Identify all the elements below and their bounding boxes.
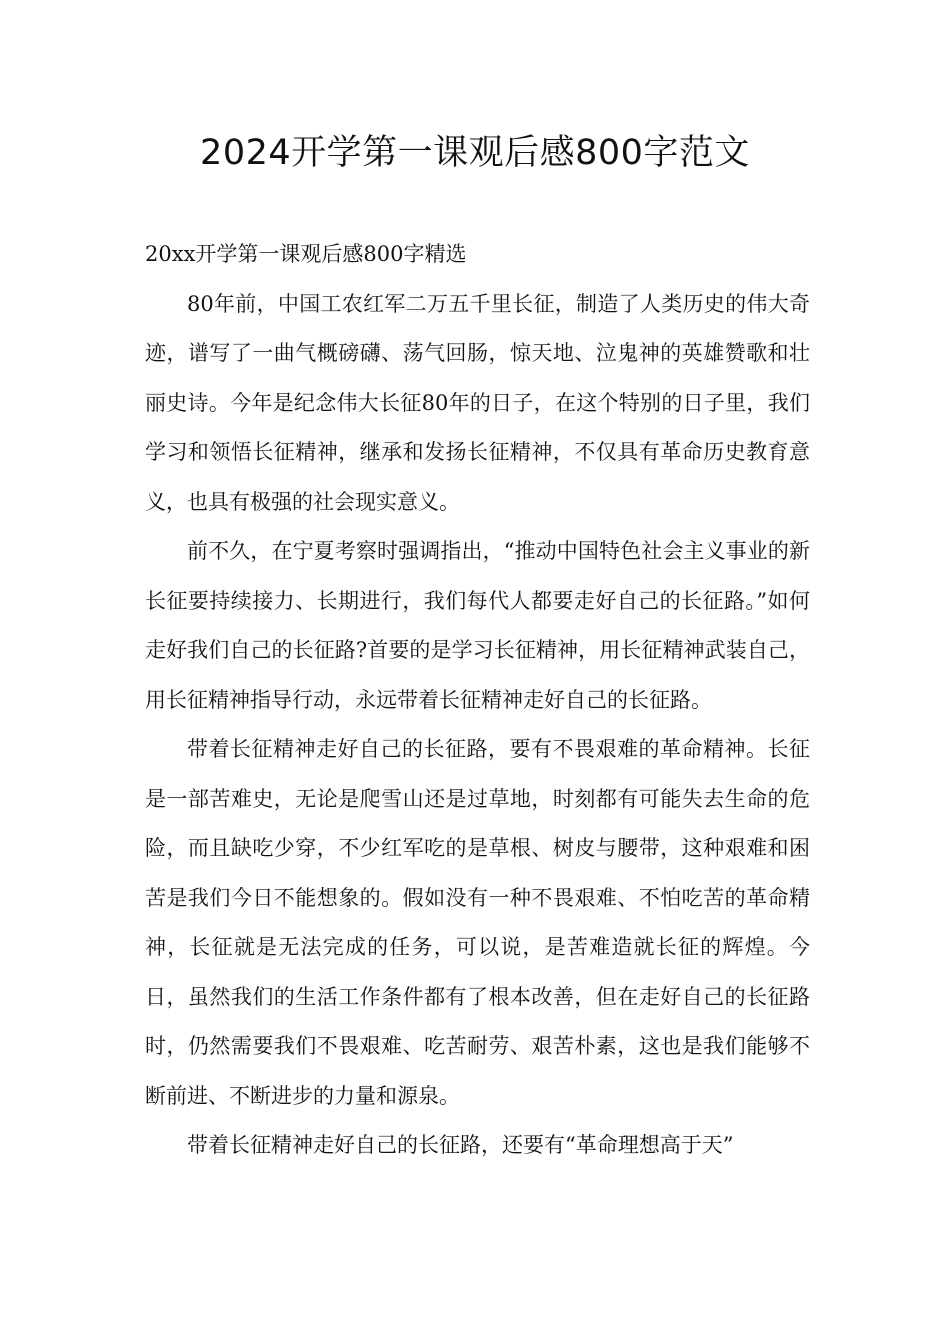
paragraph: 带着长征精神走好自己的长征路，要有不畏艰难的革命精神。长征是一部苦难史，无论是爬雪山还是过草地，时刻都有可能失去生命的危险，而且缺吃少穿，不少红军吃的是草根、树皮与腰带，这种艰难和困苦是我们今日不能想象的。假如没有一种不畏艰难、不怕吃苦的革命精神，长征就是无法完成的任务，可以说，是苦难造就长征的辉煌。今日，虽然我们的生活工作条件都有了根本改善，但在走好自己的长征路时，仍然需要我们不畏艰难、吃苦耐劳、艰苦朴素，这也是我们能够不断前进、不断进步的力量和源泉。 — [145, 737, 810, 1108]
paragraph: 80年前，中国工农红军二万五千里长征，制造了人类历史的伟大奇迹，谱写了一曲气概磅礴、荡气回肠，惊天地、泣鬼神的英雄赞歌和壮丽史诗。今年是纪念伟大长征80年的日子，在这个特别的日子里，我们学习和领悟长征精神，继承和发扬长征精神，不仅具有革命历史教育意义，也具有极强的社会现实意义。 — [145, 291, 810, 514]
document-body — [145, 230, 810, 1171]
paragraph: 前不久，在宁夏考察时强调指出，“推动中国特色社会主义事业的新长征要持续接力、长期进行，我们每代人都要走好自己的长征路。”如何走好我们自己的长征路?首要的是学习长征精神，用长征精神武装自己，用长征精神指导行动，永远带着长征精神走好自己的长征路。 — [145, 539, 810, 712]
document-title: 2024开学第一课观后感800字范文 — [200, 133, 750, 173]
paragraph: 带着长征精神走好自己的长征路，还要有“革命理想高于天” — [187, 1133, 734, 1157]
document-subtitle: 20xx开学第一课观后感800字精选 — [145, 242, 467, 266]
